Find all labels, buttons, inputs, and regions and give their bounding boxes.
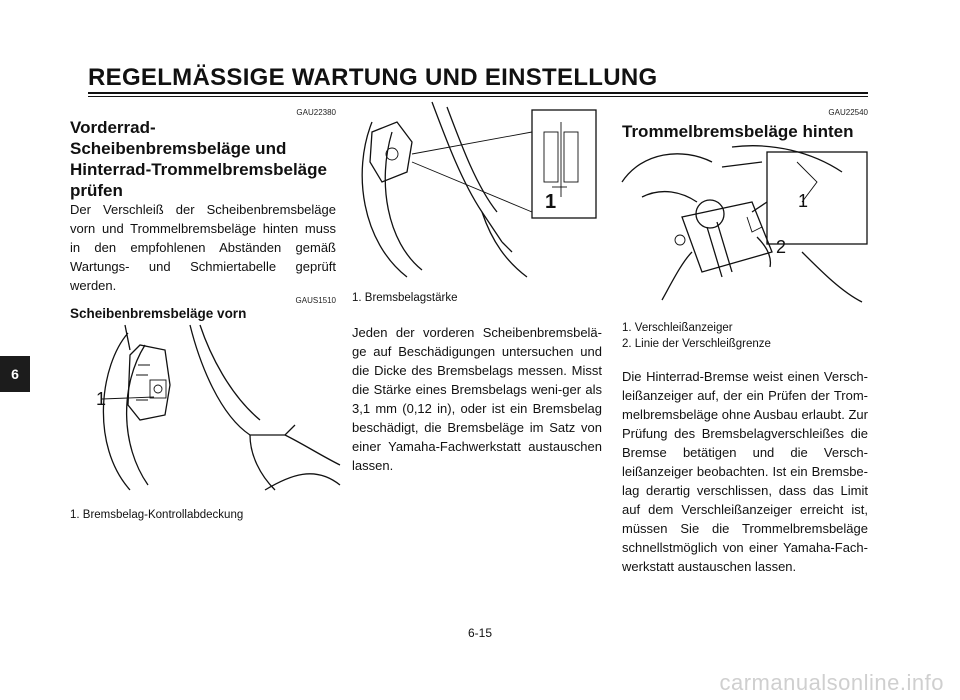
- front-pad-paragraph: Jeden der vorderen Scheibenbremsbelä-ge auf Beschädigungen untersuchen und die Dicke des Bremsbelags messen. Misst die Stärke eines Bremsbelags weni-ger als 3,1 mm (0,12 in), oder ist ein Bremsbelag beschädigt, die Bremsbeläge im Satz von einer Yamaha-Fachwerkstatt austauschen lassen.: [352, 325, 602, 473]
- figure-callout-1: 1: [545, 191, 557, 213]
- page-number: 6-15: [467, 626, 493, 640]
- rear-drum-paragraph: Die Hinterrad-Bremse weist einen Versch-leißanzeiger auf, der ein Prüfen der Trom-melbremsbeläge ohne Ausbau erlaubt. Zur Prüfung des Bremsbelagverschleißes die Bremse betätigen und die Versch-leißanzeiger beobachten. Ist ein Bremsbe-lag derartig verschlissen, dass das Limit auf dem Verschleißanzeiger erreicht ist, müssen Sie die Trommelbremsbeläge schnellstmöglich von einer Yamaha-Fach-werkstatt austauschen lassen.: [622, 369, 868, 574]
- header-rule: [88, 92, 868, 94]
- section-title-line: prüfen: [70, 181, 123, 200]
- chapter-tab: 6: [0, 356, 30, 392]
- figure-callout-2: 2: [776, 237, 787, 257]
- figure-caption: 1. Bremsbelagstärke: [352, 292, 458, 304]
- front-caliper-illustration: [70, 325, 340, 495]
- section-title-line: Hinterrad-Trommelbremsbeläge: [70, 160, 327, 179]
- header-rule-thin: [88, 96, 868, 97]
- rear-drum-brake-illustration: [622, 142, 872, 312]
- page-header-title: REGELMÄSSIGE WARTUNG UND EINSTELLUNG: [88, 64, 658, 91]
- figure-caption: 1. Bremsbelag-Kontrollabdeckung: [70, 509, 244, 521]
- figure-callout-1: 1: [96, 389, 107, 409]
- section-title-line: Scheibenbremsbeläge und: [70, 139, 287, 158]
- reference-code: GAUS1510: [295, 296, 336, 305]
- figure-caption: 2. Linie der Verschleißgrenze: [622, 338, 771, 350]
- figure-caption: 1. Verschleißanzeiger: [622, 322, 733, 334]
- section-title-line: Vorderrad-: [70, 118, 156, 137]
- reference-code: GAU22540: [828, 108, 868, 117]
- figure-callout-1: 1: [798, 191, 809, 211]
- figure-caption-list: [622, 320, 771, 352]
- section-title: [70, 117, 340, 201]
- intro-paragraph: Der Verschleiß der Scheibenbremsbeläge vorn und Trommelbremsbeläge hinten muss in den empfohlenen Abständen gemäß Wartungs- und Schmiertabelle geprüft werden.: [70, 202, 336, 293]
- watermark-text: carmanualsonline.info: [719, 670, 944, 695]
- brake-pad-thickness-illustration: [352, 102, 602, 282]
- reference-code: GAU22380: [296, 108, 336, 117]
- section-title: Trommelbremsbeläge hinten: [622, 122, 854, 141]
- subsection-title: Scheibenbremsbeläge vorn: [70, 306, 247, 321]
